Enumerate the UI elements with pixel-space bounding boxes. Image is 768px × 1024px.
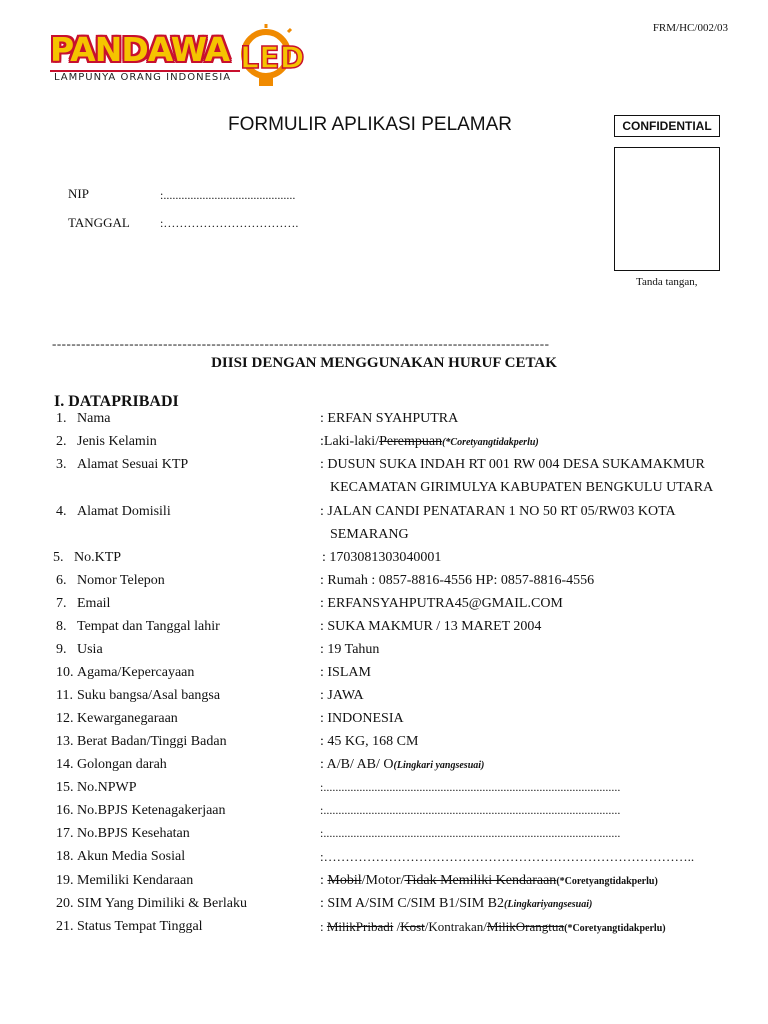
tanggal-label: TANGGAL: [68, 215, 130, 230]
option-text: /: [393, 919, 401, 934]
struck-option: MilikOrangtua: [486, 919, 565, 934]
field-note: (Lingkari yangsesuai): [393, 760, 485, 771]
logo-wordmark: PANDAWA: [50, 30, 230, 69]
section-title: I. DATAPRIBADI: [54, 393, 179, 410]
field-label: Email: [77, 596, 111, 611]
struck-option: Tidak Memiliki Kendaraan: [404, 873, 557, 888]
instruction-text: DIISI DENGAN MENGGUNAKAN HURUF CETAK: [211, 355, 557, 371]
field-value[interactable]: [320, 919, 666, 935]
row-number: 1.: [56, 411, 67, 426]
nip-label: NIP: [68, 186, 89, 201]
field-value[interactable]: :...................................................................................................: [320, 803, 621, 817]
field-label: Suku bangsa/Asal bangsa: [77, 688, 221, 703]
divider: -------------------------------------------------------------------------------------------------------: [52, 336, 550, 351]
field-note: (*Coretyangtidakperlu): [556, 876, 658, 887]
logo-letters: LED: [240, 41, 305, 76]
row-number: 7.: [56, 596, 67, 611]
field-note: (Lingkariyangsesuai): [504, 899, 593, 910]
field-value[interactable]: [320, 757, 484, 773]
tanggal-field[interactable]: :…………………………….: [160, 216, 299, 230]
row-number: 11.: [56, 688, 73, 703]
signature-caption: Tanda tangan,: [636, 276, 698, 288]
field-label: Memiliki Kendaraan: [77, 873, 194, 888]
field-value[interactable]: :...................................................................................................: [320, 826, 621, 840]
field-label: Nomor Telepon: [77, 573, 165, 588]
field-value[interactable]: [320, 434, 539, 450]
field-value[interactable]: : 45 KG, 168 CM: [320, 734, 419, 749]
field-label: Status Tempat Tinggal: [77, 919, 203, 934]
field-value[interactable]: :...................................................................................................: [320, 780, 621, 794]
row-number: 21.: [56, 919, 74, 934]
field-label: No.BPJS Ketenagakerjaan: [77, 803, 226, 818]
field-value[interactable]: : INDONESIA: [320, 711, 404, 726]
row-number: 8.: [56, 619, 67, 634]
photo-signature-box[interactable]: [614, 147, 720, 271]
field-label: Berat Badan/Tinggi Badan: [77, 734, 227, 749]
confidential-badge: CONFIDENTIAL: [614, 115, 720, 137]
row-number: 15.: [56, 780, 74, 795]
logo-tagline: LAMPUNYA ORANG INDONESIA: [54, 72, 232, 83]
row-number: 18.: [56, 849, 74, 864]
field-note: (*Coretyangtidakperlu): [442, 437, 539, 448]
row-number: 14.: [56, 757, 74, 772]
option-text: /Motor/: [361, 873, 405, 888]
field-value[interactable]: : DUSUN SUKA INDAH RT 001 RW 004 DESA SUKAMAKMUR: [320, 457, 705, 472]
field-label: Nama: [77, 411, 111, 426]
row-number: 17.: [56, 826, 74, 841]
field-value-line2[interactable]: KECAMATAN GIRIMULYA KABUPATEN BENGKULU UTARA: [330, 480, 714, 495]
row-number: 20.: [56, 896, 74, 911]
row-number: 13.: [56, 734, 74, 749]
field-value[interactable]: : 19 Tahun: [320, 642, 380, 657]
option-text: :: [320, 919, 327, 934]
field-value[interactable]: : JAWA: [320, 688, 364, 703]
field-note: (*Coretyangtidakperlu): [564, 923, 666, 934]
nip-field[interactable]: :............................................: [160, 188, 296, 202]
field-value-line2[interactable]: SEMARANG: [330, 527, 409, 542]
lightbulb-icon: [232, 24, 305, 94]
field-label: Alamat Domisili: [77, 504, 171, 519]
company-logo: [50, 20, 305, 100]
struck-option: MilikPribadi: [326, 919, 394, 934]
option-text: : SIM A/SIM C/SIM B1/SIM B2: [320, 896, 504, 911]
row-number: 5.: [53, 550, 64, 565]
struck-option: Kost: [400, 919, 425, 934]
row-number: 3.: [56, 457, 67, 472]
field-label: Kewarganegaraan: [77, 711, 178, 726]
field-value[interactable]: : JALAN CANDI PENATARAN 1 NO 50 RT 05/RW03 KOTA: [320, 504, 676, 519]
form-title: FORMULIR APLIKASI PELAMAR: [228, 114, 513, 135]
field-value[interactable]: : Rumah : 0857-8816-4556 HP: 0857-8816-4556: [320, 573, 595, 588]
field-label: No.KTP: [74, 550, 122, 565]
field-label: Jenis Kelamin: [77, 434, 157, 449]
row-number: 19.: [56, 873, 74, 888]
field-value[interactable]: : ERFANSYAHPUTRA45@GMAIL.COM: [320, 596, 563, 611]
field-label: Usia: [77, 642, 103, 657]
row-number: 2.: [56, 434, 67, 449]
struck-option: Mobil: [327, 873, 362, 888]
row-number: 10.: [56, 665, 74, 680]
option-text: : A/B/ AB/ O: [320, 757, 394, 772]
field-value[interactable]: : SUKA MAKMUR / 13 MARET 2004: [320, 619, 542, 634]
row-number: 12.: [56, 711, 74, 726]
option-text: :Laki-laki/: [320, 434, 380, 449]
row-number: 9.: [56, 642, 67, 657]
field-label: SIM Yang Dimiliki & Berlaku: [77, 896, 247, 911]
field-value[interactable]: [320, 873, 658, 889]
struck-option: Perempuan: [379, 434, 443, 449]
field-label: Tempat dan Tanggal lahir: [77, 619, 220, 634]
field-label: No.NPWP: [77, 780, 137, 795]
field-value[interactable]: : 1703081303040001: [322, 550, 442, 565]
row-number: 16.: [56, 803, 74, 818]
field-label: Alamat Sesuai KTP: [77, 457, 189, 472]
document-code: FRM/HC/002/03: [652, 22, 728, 34]
field-label: Golongan darah: [77, 757, 167, 772]
option-text: /Kontrakan/: [424, 919, 487, 934]
field-label: No.BPJS Kesehatan: [77, 826, 190, 841]
row-number: 4.: [56, 504, 67, 519]
field-value[interactable]: [320, 896, 592, 912]
row-number: 6.: [56, 573, 67, 588]
field-value[interactable]: : ERFAN SYAHPUTRA: [320, 411, 459, 426]
field-label: Akun Media Sosial: [77, 849, 186, 864]
field-value[interactable]: : ISLAM: [320, 665, 371, 680]
field-label: Agama/Kepercayaan: [77, 665, 195, 680]
option-text: :: [320, 873, 328, 888]
field-value[interactable]: :…………………………………………………………………………..: [320, 849, 695, 864]
